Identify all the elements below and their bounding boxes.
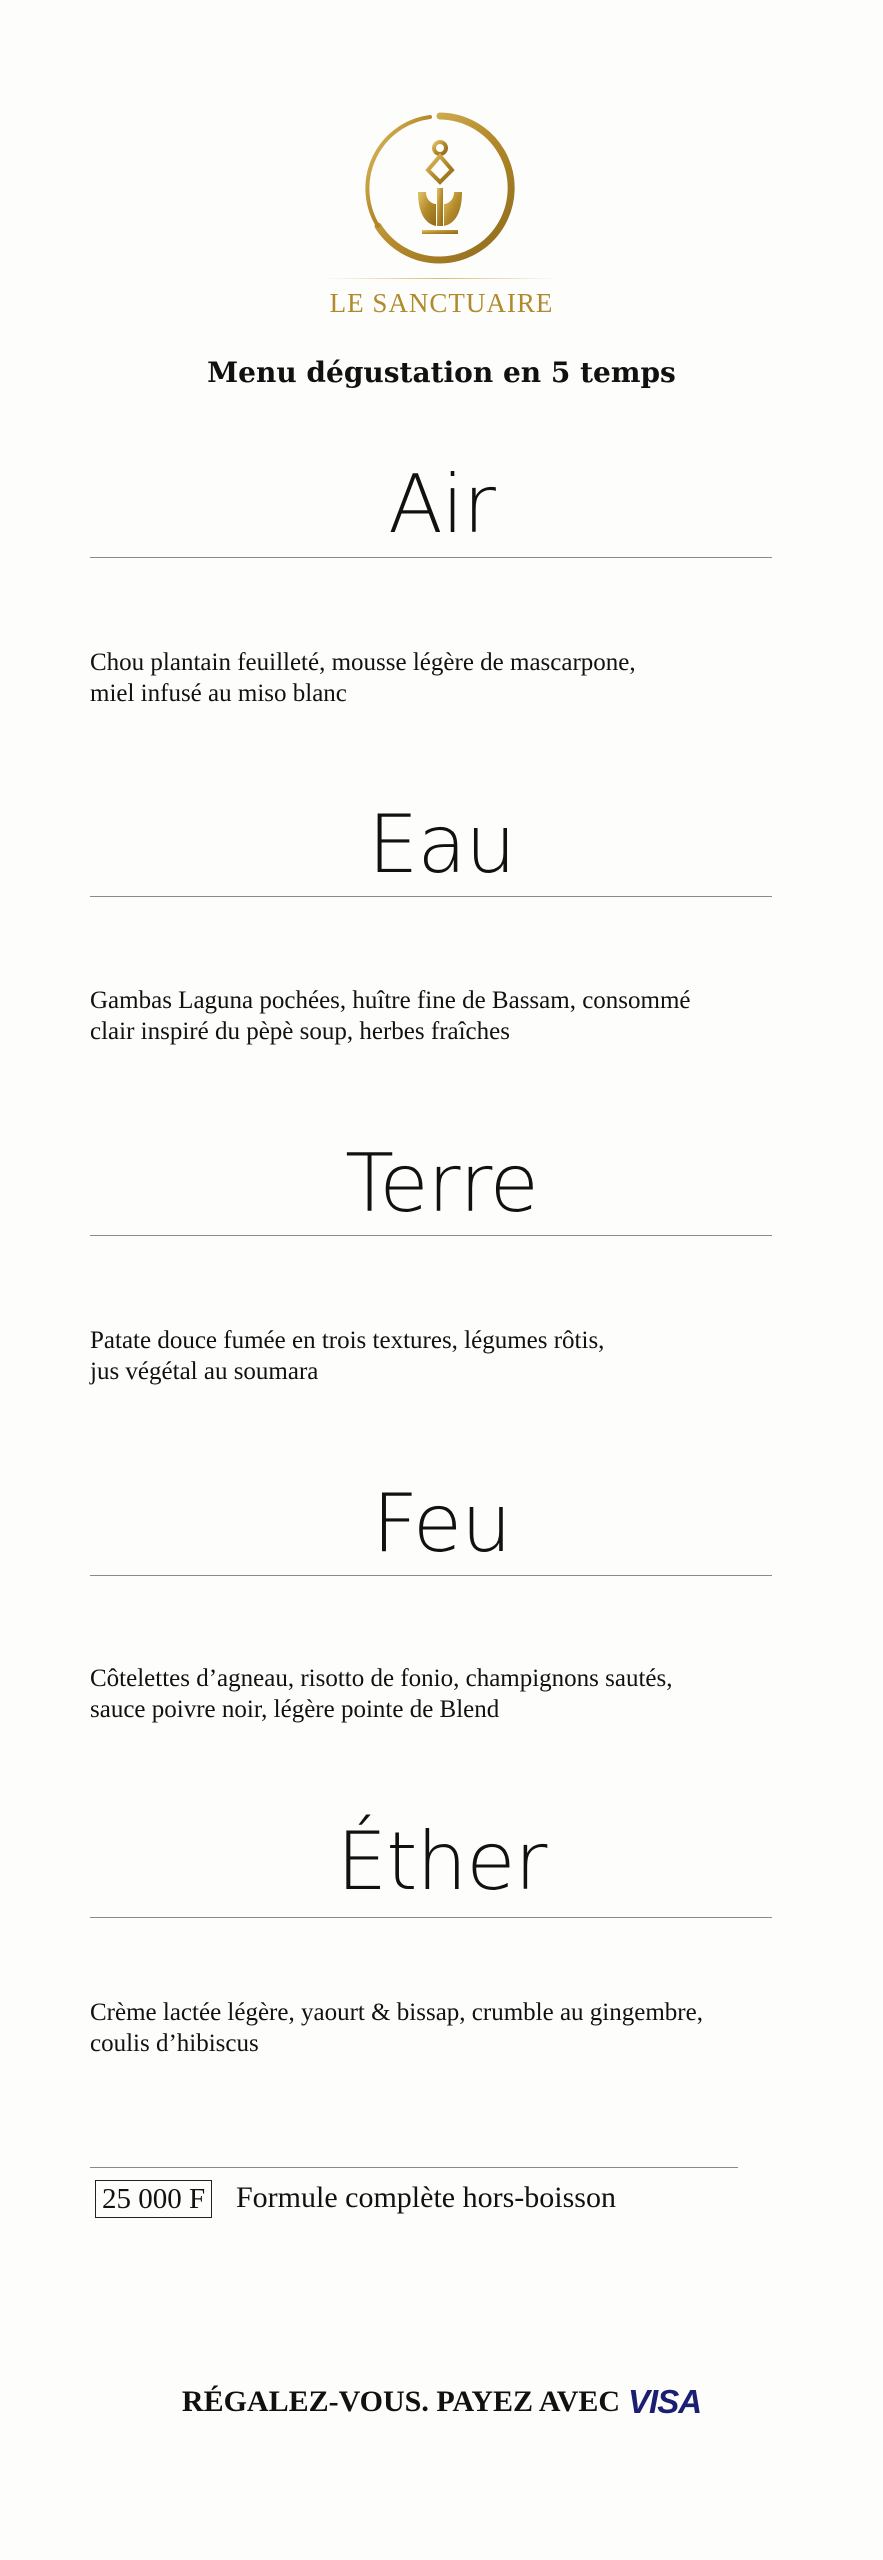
description-line: Crème lactée légère, yaourt & bissap, crumble au gingembre, [90,1999,703,2026]
course-description-ether [90,1997,810,2059]
course-title-eau: Eau [367,798,516,891]
course-title-feu: Feu [372,1477,511,1570]
description-line: clair inspiré du pèpè soup, herbes fraîches [90,1018,510,1045]
description-line: Gambas Laguna pochées, huître fine de Bassam, consommé [90,987,691,1014]
description-line: miel infusé au miso blanc [90,680,347,707]
price-divider [90,2167,738,2168]
description-line: Patate douce fumée en trois textures, légumes rôtis, [90,1327,605,1354]
course-divider [90,1917,772,1918]
course-title-ether: Éther [336,1815,547,1908]
course-title-air: Air [388,458,495,551]
course-description-eau [90,985,810,1047]
description-line: coulis d’hibiscus [90,2030,259,2057]
course-description-terre [90,1325,810,1387]
course-title-terre: Terre [345,1137,538,1230]
description-line: jus végétal au soumara [90,1358,319,1385]
price-amount: 25 000 F [95,2180,212,2218]
description-line: Côtelettes d’agneau, risotto de fonio, champignons sautés, [90,1665,673,1692]
footer-text: RÉGALEZ-VOUS. PAYEZ AVEC [181,2385,621,2418]
course-divider [90,896,772,897]
description-line: sauce poivre noir, légère pointe de Blend [90,1696,500,1723]
sanctuaire-logo-icon [360,108,520,268]
price-label: Formule complète hors-boisson [236,2181,616,2214]
course-description-air [90,647,810,709]
visa-logo: VISA [628,2383,702,2420]
brand-divider [325,278,558,279]
course-description-feu [90,1663,810,1725]
course-divider [90,1575,772,1576]
description-line: Chou plantain feuilleté, mousse légère de mascarpone, [90,649,636,676]
footer-tagline [0,2380,883,2424]
brand-name: LE SANCTUAIRE [329,288,554,318]
course-divider [90,1235,772,1236]
menu-subtitle: Menu dégustation en 5 temps [207,356,676,389]
course-divider [90,557,772,558]
